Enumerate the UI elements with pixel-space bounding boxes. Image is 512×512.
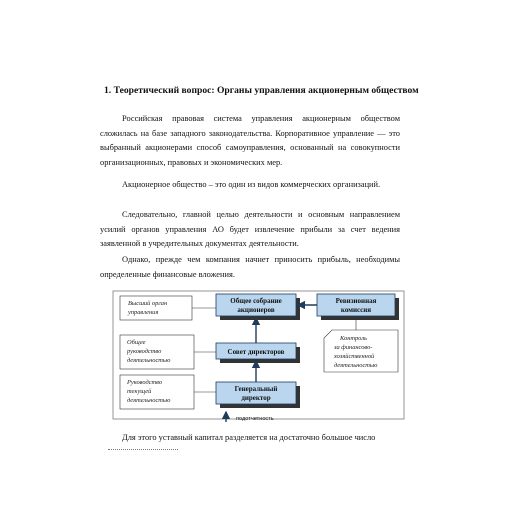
section-heading: 1. Теоретический вопрос: Органы управления акционерным обществом: [104, 85, 419, 96]
paragraph-investments: Однако, прежде чем компания начнет приносить прибыль, необходимы определенные финансовые вложения.: [100, 255, 400, 279]
diagram-legend: [226, 412, 274, 422]
note-current-line-3: деятельностью: [127, 397, 171, 404]
note-general-management: [120, 335, 194, 369]
note-general-line-3: деятельностью: [127, 357, 171, 364]
box-board-label: Совет директоров: [227, 348, 285, 356]
box-audit-line-2: комиссия: [340, 306, 372, 314]
note-general-line-1: Общее: [127, 339, 146, 346]
box-board-of-directors: [216, 343, 300, 363]
note-supreme-line-1: Высший орган: [128, 300, 168, 307]
cut-off-next-line: [108, 449, 178, 452]
box-meeting-line-1: Общее собрание: [230, 297, 282, 305]
paragraph-main-goal: Следовательно, главной целью деятельности и основным направлением усилий органов управления АО будет извлечение прибыли за счет ведения заявленной в учредительных документах деятельности.: [100, 210, 400, 248]
box-general-meeting: [216, 294, 300, 320]
box-general-director: [216, 382, 300, 408]
note-control-line-2: за финансово-: [334, 344, 373, 351]
box-director-line-2: директор: [241, 394, 271, 402]
note-current-line-2: текущей: [127, 388, 152, 395]
paragraph-share-capital: Для этого уставный капитал разделяется на достаточно большое число: [122, 433, 376, 442]
note-general-line-2: руководство: [127, 348, 162, 355]
paragraph-corporate-governance: Российская правовая система управления акционерным обществом сложилась на базе западного законодательства. Корпоративное управление — это выбранный акционерами способ самоуправления, основанный на совокупности организационных, правовых и экономических мер.: [100, 114, 400, 167]
note-supreme-line-2: управления: [128, 309, 159, 316]
note-control-line-3: хозяйственной: [334, 353, 375, 360]
paragraph-joint-stock-company: Акционерное общество – это один из видов коммерческих организаций.: [122, 180, 381, 189]
legend-label: подотчетность: [236, 416, 274, 422]
note-current-management: [120, 375, 194, 409]
note-current-line-1: Руководство: [127, 379, 163, 386]
note-supreme-body: [120, 296, 192, 320]
note-control-line-4: деятельностью: [334, 362, 378, 369]
note-financial-control: [324, 318, 398, 372]
note-control-line-1: Контроль: [340, 335, 367, 342]
box-audit-commission: [317, 294, 399, 320]
box-meeting-line-2: акционеров: [237, 306, 275, 314]
box-director-line-1: Генеральный: [234, 385, 278, 393]
box-audit-line-1: Ревизионная: [335, 297, 377, 305]
